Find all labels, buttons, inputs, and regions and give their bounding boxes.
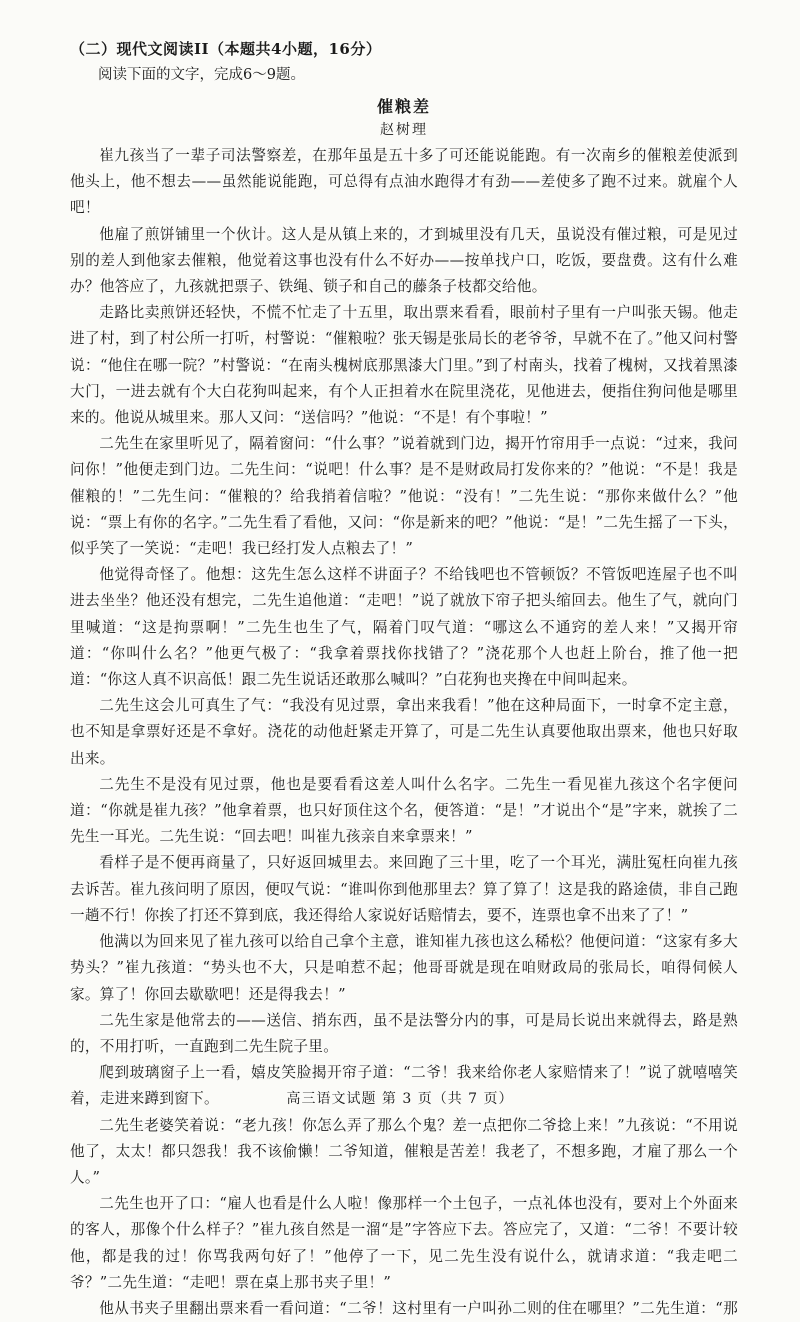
paragraph: 他满以为回来见了崔九孩可以给自己拿个主意，谁知崔九孩也这么稀松？他便问道：“这家有多大势头？”崔九孩道：“势头也不大，只是咱惹不起；他哥哥就是现在咱财政局的张局长，咱得伺候人家。算了！你回去歇歇吧！还是得我去！” [70,933,738,1003]
paragraph: 走路比卖煎饼还轻快，不慌不忙走了十五里，取出票来看看，眼前村子里有一户叫张天锡。他走进了村，到了村公所一打听，村警说：“催粮啦？张天锡是张局长的老爷爷，早就不在了。”他又问村警说：“他住在哪一院？”村警说：“在南头槐树底那黑漆大门里。”到了村南头，找着了槐树，又找着黑漆大门，一进去就有个大白花狗叫起来，有个人正担着水在院里浇花，见他进去，便指住狗问他是哪里来的。他说从城里来。那人又问：“送信吗？”他说：“不是！有个事啦！” [70,304,738,427]
article-author: 赵树理 [380,122,428,138]
page-footer: 高三语文试题 第 3 页（共 7 页） [286,1091,514,1107]
paragraph: 二先生老婆笑着说：“老九孩！你怎么弄了那么个鬼？差一点把你二爷捻上来！”九孩说：“不用说他了，太太！都只怨我！我不该偷懒！二爷知道，催粮是苦差！我老了，不想多跑，才雇了那么一个人。” [70,1116,738,1186]
paragraph: 二先生这会儿可真生了气：“我没有见过票，拿出来我看！”他在这种局面下，一时拿不定主意，也不知是拿票好还是不拿好。浇花的动他赶紧走开算了，可是二先生认真要他取出票来，他也只好取出来。 [70,697,738,767]
paragraph: 崔九孩当了一辈子司法警察差，在那年虽是五十多了可还能说能跑。有一次南乡的催粮差使派到他头上，他不想去——虽然能说能跑，可总得有点油水跑得才有劲——差使多了跑不过来。就雇个人吧！ [70,147,738,217]
paragraph: 二先生不是没有见过票，他也是要看看这差人叫什么名字。二先生一看见崔九孩这个名字便问道：“你就是崔九孩？”他拿着票，也只好顶住这个名，便答道：“是！”才说出个“是”字来，就挨了二先生一耳光。二先生说：“回去吧！叫崔九孩亲自来拿票来！” [70,775,738,846]
paragraph: 二先生在家里听见了，隔着窗问：“什么事？”说着就到门边，揭开竹帘用手一点说：“过来，我问问你！”他便走到门边。二先生问：“说吧！什么事？是不是财政局打发你来的？”他说：“不是！我是催粮的！”二先生问：“催粮的？给我捎着信啦？”他说：“没有！”二先生说：“那你来做什么？”他说：“票上有你的名字。”二先生看了看他，又问：“你是新来的吧？”他说：“是！”二先生摇了一下头，似乎笑了一笑说：“走吧！我已经打发人点粮去了！” [70,435,738,558]
section-title: （二）现代文阅读II（本题共4小题，16分） [70,40,382,58]
article-body [70,143,738,1322]
paragraph: 看样子是不便再商量了，只好返回城里去。来回跑了三十里，吃了一个耳光，满肚冤枉向崔九孩去诉苦。崔九孩问明了原因，便叹气说：“谁叫你到他那里去？算了算了！这是我的路途债，非自己跑一趟不行！你挨了打还不算到底，我还得给人家说好话赔情去，要不，连票也拿不出来了了！” [70,854,738,924]
paragraph: 二先生家是他常去的——送信、捎东西，虽不是法警分内的事，可是局长说出来就得去，路是熟的，不用打听，一直跑到二先生院子里。 [70,1011,738,1055]
paragraph: 他从书夹子里翻出票来看一看问道：“二爷！这村里有一户叫孙二则的住在哪里？”二先生道：“那 [99,1299,738,1317]
instruction: 阅读下面的文字，完成6～9题。 [98,67,305,83]
paragraph: 二先生也开了口：“雇人也看是什么人啦！像那样一个土包子，一点礼体也没有，要对上个外面来的客人，那像个什么样子？”崔九孩自然是一溜“是”字答应下去。答应完了，又道：“二爷！不要计较他，都是我的过！你骂我两句好了！”他停了一下，见二先生没有说什么，就请求道：“我走吧二爷？”二先生道：“走吧！票在桌上那书夹子里！” [70,1195,738,1291]
article-title: 催粮差 [376,97,431,116]
paragraph: 他觉得奇怪了。他想：这先生怎么这样不讲面子？不给钱吧也不管顿饭？不管饭吧连屋子也不叫进去坐坐？他还没有想完，二先生追他道：“走吧！”说了就放下帘子把头缩回去。他生了气，就向门里喊道：“这是拘票啊！”二先生也生了气，隔着门叹气道：“哪这么不通窍的差人来！”又揭开帘道：“你叫什么名？”他更气极了：“我拿着票找你找错了？”浇花那个人也赶上阶台，推了他一把道：“你这人真不识高低！跟二先生说话还敢那么喊叫？”白花狗也夹搀在中间叫起来。 [70,566,738,689]
paragraph: 爬到玻璃窗子上一看，嬉皮笑脸揭开帘子道：“二爷！我来给你老人家赔情来了！”说了就嘻嘻笑着，走进来蹲到窗下。 [70,1064,738,1108]
paragraph: 他雇了煎饼铺里一个伙计。这人是从镇上来的，才到城里没有几天，虽说没有催过粮，可是见过别的差人到他家去催粮，他觉着这事也没有什么不好办——按单找户口，吃饭，要盘费。这有什么难办？他答应了，九孩就把票子、铁绳、锁子和自己的藤条子枝都交给他。 [70,225,738,296]
